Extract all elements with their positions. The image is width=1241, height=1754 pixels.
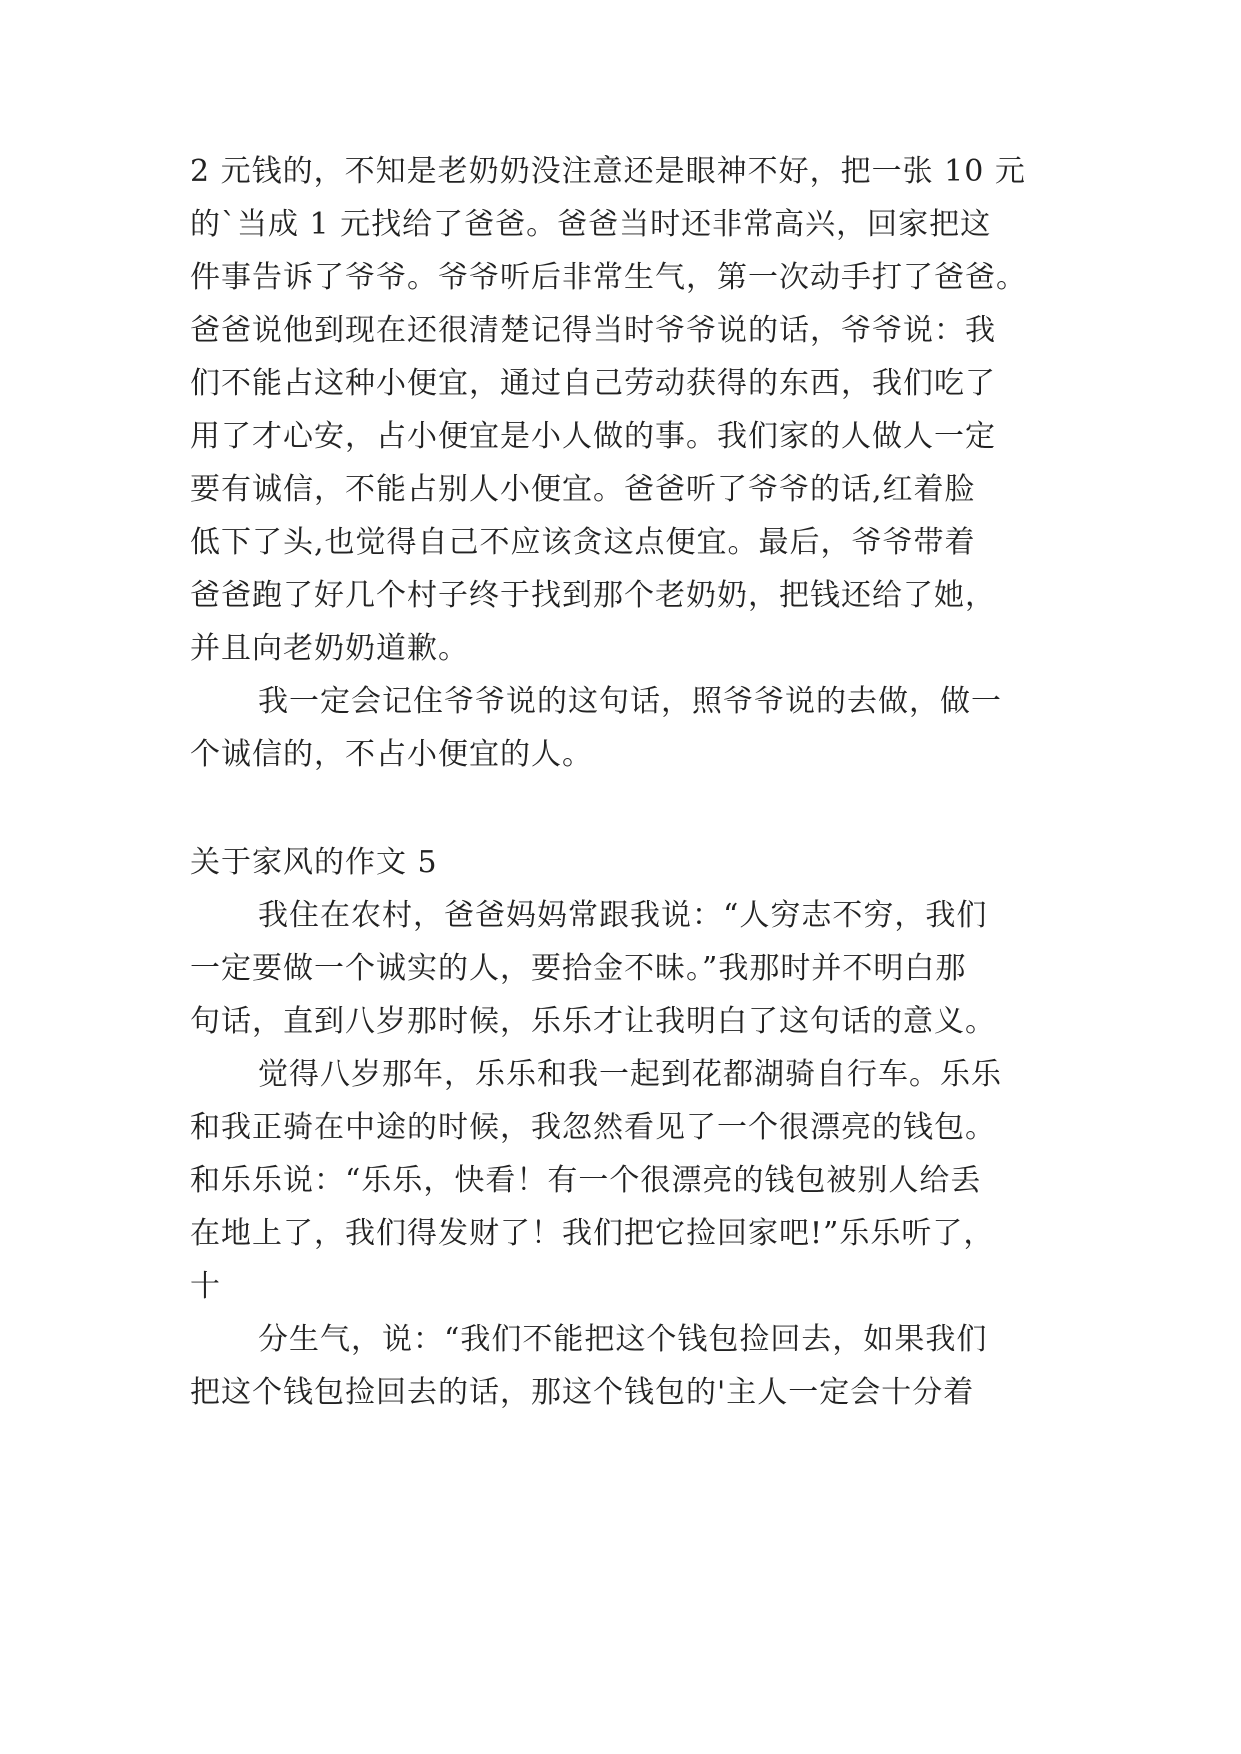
text-line: 在地上了，我们得发财了！我们把它捡回家吧!”乐乐听了， [190,1216,995,1251]
text-line: 的`当成 1 元找给了爸爸。爸爸当时还非常高兴，回家把这 [190,207,992,242]
text-line: 一定要做一个诚实的人，要拾金不昧。”我那时并不明白那 [190,951,967,986]
text-line: 把这个钱包捡回去的话，那这个钱包的'主人一定会十分着 [190,1375,975,1410]
text-line: 和乐乐说：“乐乐，快看！有一个很漂亮的钱包被别人给丢 [190,1163,982,1198]
text-line: 低下了头,也觉得自己不应该贪这点便宜。最后，爷爷带着 [190,525,976,560]
text-line: 爸爸跑了好几个村子终于找到那个老奶奶，把钱还给了她， [190,578,996,613]
text-line: 们不能占这种小便宜，通过自己劳动获得的东西，我们吃了 [190,366,996,401]
text-line: 2 元钱的，不知是老奶奶没注意还是眼神不好，把一张 10 元 [190,154,1026,189]
text-line: 十 [190,1269,221,1304]
text-line: 分生气，说：“我们不能把这个钱包捡回去，如果我们 [258,1322,988,1357]
text-line: 和我正骑在中途的时候，我忽然看见了一个很漂亮的钱包。 [190,1110,996,1145]
text-line: 我住在农村，爸爸妈妈常跟我说：“人穷志不穷，我们 [258,898,988,933]
text-line: 件事告诉了爷爷。爷爷听后非常生气，第一次动手打了爸爸。 [190,260,1027,295]
text-line: 用了才心安，占小便宜是小人做的事。我们家的人做人一定 [190,419,996,454]
text-line: 个诚信的，不占小便宜的人。 [190,737,593,772]
text-line: 爸爸说他到现在还很清楚记得当时爷爷说的话，爷爷说：我 [190,313,996,348]
text-line: 我一定会记住爷爷说的这句话，照爷爷说的去做，做一 [258,684,1002,719]
text-line: 觉得八岁那年，乐乐和我一起到花都湖骑自行车。乐乐 [258,1057,1002,1092]
text-line: 要有诚信，不能占别人小便宜。爸爸听了爷爷的话,红着脸 [190,472,976,507]
text-line: 句话，直到八岁那时候，乐乐才让我明白了这句话的意义。 [190,1004,996,1039]
section-heading: 关于家风的作文 5 [190,845,438,880]
text-line: 并且向老奶奶道歉。 [190,631,469,666]
